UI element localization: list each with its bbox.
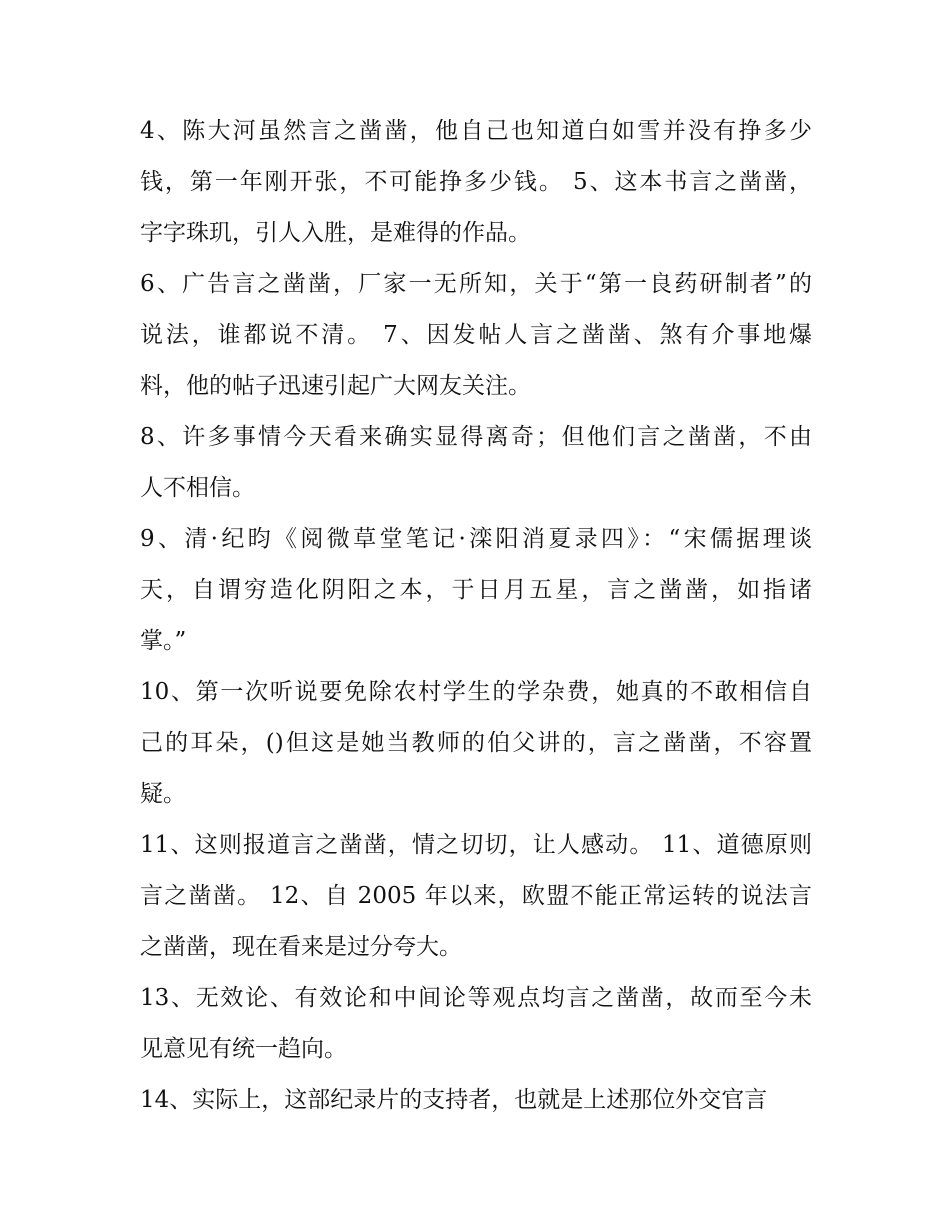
paragraph-8: [140, 412, 812, 514]
text-line: 11、这则报道言之凿凿，情之切切，让人感动。 11、道德原则: [140, 832, 812, 858]
text-line: 字字珠玑，引人入胜，是难得的作品。: [140, 220, 531, 246]
text-line: 14、实际上，这部纪录片的支持者，也就是上述那位外交官言: [140, 1087, 768, 1113]
text-line: 9、清·纪昀《阅微草堂笔记·滦阳消夏录四》：“宋儒据理谈: [140, 526, 812, 552]
text-line: 疑。: [140, 781, 186, 807]
paragraph-13: [140, 973, 812, 1075]
text-line: 4、陈大河虽然言之凿凿，他自己也知道白如雪并没有挣多少: [140, 118, 812, 144]
paragraph-6-7: [140, 259, 812, 412]
text-line: 钱，第一年刚开张，不可能挣多少钱。 5、这本书言之凿凿，: [140, 169, 812, 195]
text-line: 8、许多事情今天看来确实显得离奇；但他们言之凿凿，不由: [140, 424, 812, 450]
paragraph-11-12: [140, 820, 812, 973]
text-line: 天，自谓穷造化阴阳之本，于日月五星，言之凿凿，如指诸: [140, 577, 812, 603]
text-line: 己的耳朵，()但这是她当教师的伯父讲的，言之凿凿，不容置: [140, 730, 812, 756]
text-line: 人不相信。: [140, 475, 255, 501]
text-line: 说法，谁都说不清。 7、因发帖人言之凿凿、煞有介事地爆: [140, 322, 812, 348]
document-body: [140, 106, 812, 1126]
paragraph-9: [140, 514, 812, 667]
text-line: 之凿凿，现在看来是过分夸大。: [140, 934, 462, 960]
text-line: 言之凿凿。 12、自 2005 年以来，欧盟不能正常运转的说法言: [140, 883, 812, 909]
text-line: 13、无效论、有效论和中间论等观点均言之凿凿，故而至今未: [140, 985, 812, 1011]
text-line: 10、第一次听说要免除农村学生的学杂费，她真的不敢相信自: [140, 679, 812, 705]
text-line: 6、广告言之凿凿，厂家一无所知，关于“第一良药研制者”的: [140, 271, 812, 297]
text-line: 掌。”: [140, 628, 187, 654]
paragraph-10: [140, 667, 812, 820]
paragraph-4-5: [140, 106, 812, 259]
text-line: 见意见有统一趋向。: [140, 1036, 347, 1062]
text-line: 料，他的帖子迅速引起广大网友关注。: [140, 373, 531, 399]
paragraph-14: [140, 1075, 812, 1126]
